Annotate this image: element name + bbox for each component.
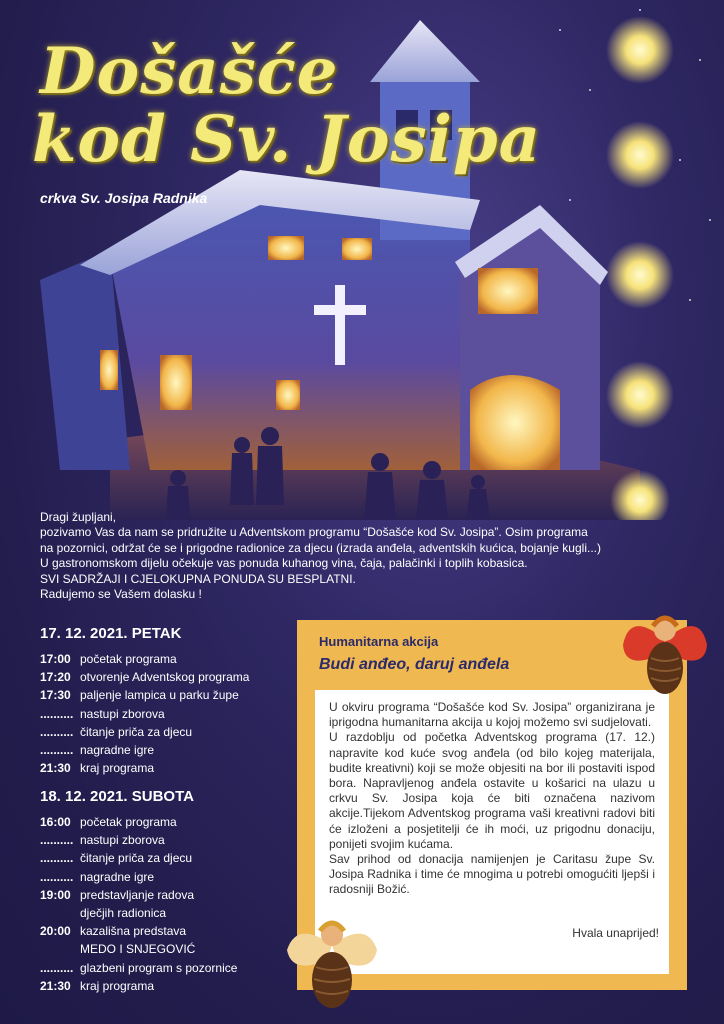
schedule-event: čitanje priča za djecu — [80, 851, 193, 866]
title-line-2: kod Sv. Josipa — [32, 102, 542, 177]
schedule-event: čitanje priča za djecu — [80, 724, 193, 739]
schedule-event: nastupi zborova — [80, 833, 165, 848]
schedule-event: glazbeni program s pozornice — [80, 960, 238, 975]
schedule-event: kazališna predstava — [80, 924, 187, 939]
page-title — [32, 34, 542, 177]
schedule-time: 21:30 — [40, 978, 71, 993]
schedule-row — [40, 705, 249, 723]
intro-line: Radujemo se Vašem dolasku ! — [40, 587, 202, 602]
title-line-1: Došašće — [40, 34, 339, 109]
schedule-time: .......... — [40, 869, 74, 884]
schedule-day-2 — [40, 788, 237, 995]
schedule-event: nagradne igre — [80, 743, 155, 758]
schedule-event: kraj programa — [80, 978, 155, 993]
schedule-row — [40, 959, 237, 977]
schedule-row — [40, 686, 249, 704]
intro-line: pozivamo Vas da nam se pridružite u Adventskom programu “Došašće kod Sv. Josipa”. Osim programa — [40, 525, 588, 540]
schedule-time: 17:00 — [40, 652, 71, 666]
charity-paragraph: U razdoblju od početka Adventskog programa (17. 12.) napravite kod kuće svog anđela (od bilo kojeg materijala, budite kreativni) koji se može objesiti na bor ili postaviti ispod bora. Napravljenog anđela ostavite u košarici na ulazu u crkvu Sv. Josipa koja će biti označena nazivom akcije.Tijekom Adventskog programa vaši kreativni radovi biti će izloženi a posjetitelji će ih moći, uz prigodnu donaciju, ponijeti svojim kućama. — [329, 730, 655, 851]
schedule-event: početak programa — [80, 652, 177, 666]
intro-line: SVI SADRŽAJI I CJELOKUPNA PONUDA SU BESPLATNI. — [40, 571, 356, 586]
schedule-time: .......... — [40, 724, 74, 739]
schedule-time: .......... — [40, 706, 74, 721]
schedule-time — [40, 940, 76, 958]
schedule-event: dječjih radionica — [80, 906, 167, 921]
schedule-row — [40, 668, 249, 686]
schedule-row — [40, 759, 249, 777]
schedule-time: 19:00 — [40, 887, 71, 902]
schedule-time: 17:30 — [40, 688, 71, 703]
day-heading: 17. 12. 2021. PETAK — [40, 625, 182, 642]
thanks-text: Hvala unaprijed! — [572, 926, 659, 940]
schedule-time: 16:00 — [40, 815, 71, 829]
schedule-row — [40, 886, 237, 904]
charity-subtitle: Budi anđeo, daruj anđela — [319, 656, 510, 673]
schedule-row — [40, 904, 237, 922]
schedule-row — [40, 868, 237, 886]
schedule-time: .......... — [40, 851, 74, 866]
charity-paragraph: Sav prihod od donacija namijenjen je Caritasu župe Sv. Josipa Radnika i time će mnogima u potrebi omogućiti ljepši i radosniji Božić. — [329, 852, 655, 897]
intro-line: Dragi župljani, — [40, 510, 117, 524]
schedule-row — [40, 723, 249, 741]
schedule-row — [40, 977, 237, 995]
schedule-time: .......... — [40, 833, 74, 848]
pinecone-angel-icon — [615, 600, 715, 700]
church-subtitle: crkva Sv. Josipa Radnika — [40, 190, 208, 206]
schedule-event: početak programa — [80, 815, 177, 829]
schedule-event: paljenje lampica u parku župe — [80, 688, 239, 703]
schedule-event: predstavljanje radova — [80, 887, 195, 902]
schedule-time: 21:30 — [40, 761, 71, 776]
schedule-row — [40, 940, 237, 958]
intro-line: na pozornici, održat će se i prigodne radionice za djecu (izrada anđela, adventskih kućica, bojanje kugli...) — [40, 540, 601, 555]
schedule-time: .......... — [40, 960, 74, 975]
schedule-time: 17:20 — [40, 670, 71, 685]
day-heading: 18. 12. 2021. SUBOTA — [40, 788, 194, 805]
schedule-event: nagradne igre — [80, 869, 155, 884]
schedule-event: nastupi zborova — [80, 706, 165, 721]
schedule-event: MEDO I SNJEGOVIĆ — [80, 942, 196, 957]
schedule-event: otvorenje Adventskog programa — [80, 670, 250, 685]
schedule-row — [40, 813, 237, 831]
schedule-day-1 — [40, 625, 249, 777]
schedule-event: kraj programa — [80, 761, 155, 776]
charity-title: Humanitarna akcija — [319, 634, 439, 649]
schedule-time: 20:00 — [40, 924, 71, 939]
schedule-row — [40, 650, 249, 668]
charity-paragraph: U okviru programa “Došašće kod Sv. Josipa” organizirana je iprigodna humanitarna akcija u kojoj možemo svi sudjelovati. — [329, 700, 655, 730]
schedule-row — [40, 849, 237, 867]
schedule-row — [40, 741, 249, 759]
schedule-row — [40, 831, 237, 849]
intro-line: U gastronomskom dijelu očekuje vas ponuda kuhanog vina, čaja, palačinki i toplih kobasica. — [40, 556, 528, 571]
intro-text — [40, 510, 680, 602]
schedule-row — [40, 922, 237, 940]
schedule-time: .......... — [40, 743, 74, 758]
pinecone-angel-icon — [282, 905, 382, 1015]
schedule-time — [40, 904, 76, 922]
